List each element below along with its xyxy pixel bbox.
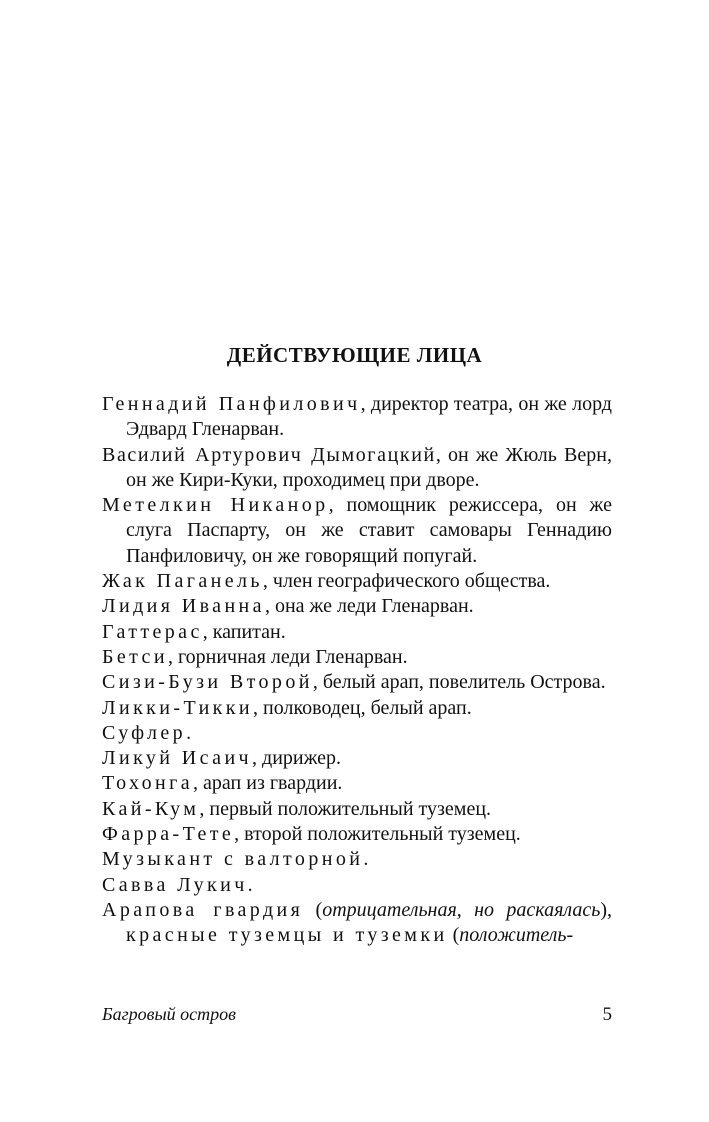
character-name: Лидия Иванна	[102, 595, 265, 618]
character-name: Василий Артурович Дымогацкий	[102, 443, 436, 466]
cast-entry	[102, 392, 612, 443]
character-description: , директор театра, он же лорд Эдвард Гленарван.	[126, 393, 612, 441]
italic-note: отрицательная, но раскаялась	[322, 898, 601, 921]
character-description: , первый положительный туземец.	[199, 797, 492, 820]
cast-entry	[102, 797, 612, 822]
paren-open: (	[447, 924, 460, 947]
paren-close: ),	[600, 898, 612, 921]
character-description: , капитан.	[202, 620, 286, 643]
character-description: , помощник режиссера, он же слуга Паспарту, он же ставит самовары Геннадию Панфиловичу, он же говорящий попугай.	[126, 494, 612, 567]
cast-entry	[102, 847, 612, 872]
character-name: Геннадий Панфилович	[102, 393, 361, 415]
page-number: 5	[602, 1004, 612, 1025]
character-name: Тохонга	[102, 772, 194, 795]
italic-note: положитель-	[459, 924, 574, 947]
character-description: , арап из гвардии.	[193, 772, 343, 795]
cast-entry	[102, 670, 612, 695]
character-description: , полководец, белый арап.	[253, 696, 472, 719]
cast-entry	[102, 873, 612, 898]
character-name: красные туземцы и туземки	[126, 924, 448, 947]
cast-entry	[102, 620, 612, 645]
cast-entry	[102, 696, 612, 721]
cast-entry	[102, 746, 612, 771]
character-name: Фарра-Тете	[102, 823, 235, 846]
character-name: Сизи-Бузи Второй	[102, 671, 313, 694]
character-description: , белый арап, повелитель Острова.	[312, 671, 606, 694]
character-name: Бетси	[102, 645, 168, 668]
character-name: Жак Паганель	[102, 570, 263, 593]
footer-book-title: Багровый остров	[102, 1004, 236, 1024]
cast-entry-last	[102, 898, 612, 949]
character-description: , горничная леди Гленарван.	[167, 645, 408, 668]
character-description: , он же Жюль Верн, он же Кири-Куки, проходимец при дворе.	[126, 443, 612, 491]
character-description: , второй положительный туземец.	[234, 823, 521, 846]
character-description: , она же леди Гленарван.	[264, 595, 474, 618]
cast-entry	[102, 594, 612, 619]
character-name: Ликуй Исаич	[102, 747, 253, 770]
cast-entry	[102, 443, 612, 494]
character-description: , член географического общества.	[262, 570, 551, 593]
character-description: .	[247, 873, 253, 896]
character-name: Музыкант с валторной	[102, 848, 364, 871]
character-description: .	[363, 848, 369, 871]
paren-open: (	[303, 898, 323, 921]
character-name: Метелкин Никанор	[102, 494, 329, 517]
character-name: Савва Лукич	[102, 873, 248, 896]
character-name: Гаттерас	[102, 620, 203, 643]
character-name: Суфлер	[102, 721, 187, 744]
cast-entry	[102, 493, 612, 569]
character-description: , дирижер.	[252, 747, 342, 770]
character-name: Кай-Кум	[102, 797, 200, 820]
cast-entry	[102, 771, 612, 796]
character-description: .	[186, 721, 192, 744]
character-name: Ликки-Тикки	[102, 696, 254, 719]
cast-list	[102, 392, 612, 949]
character-name: Арапова гвардия	[102, 898, 304, 921]
cast-entry	[102, 721, 612, 746]
cast-entry	[102, 822, 612, 847]
cast-entry	[102, 569, 612, 594]
page-heading: ДЕЙСТВУЮЩИЕ ЛИЦА	[226, 343, 483, 367]
cast-entry	[102, 645, 612, 670]
